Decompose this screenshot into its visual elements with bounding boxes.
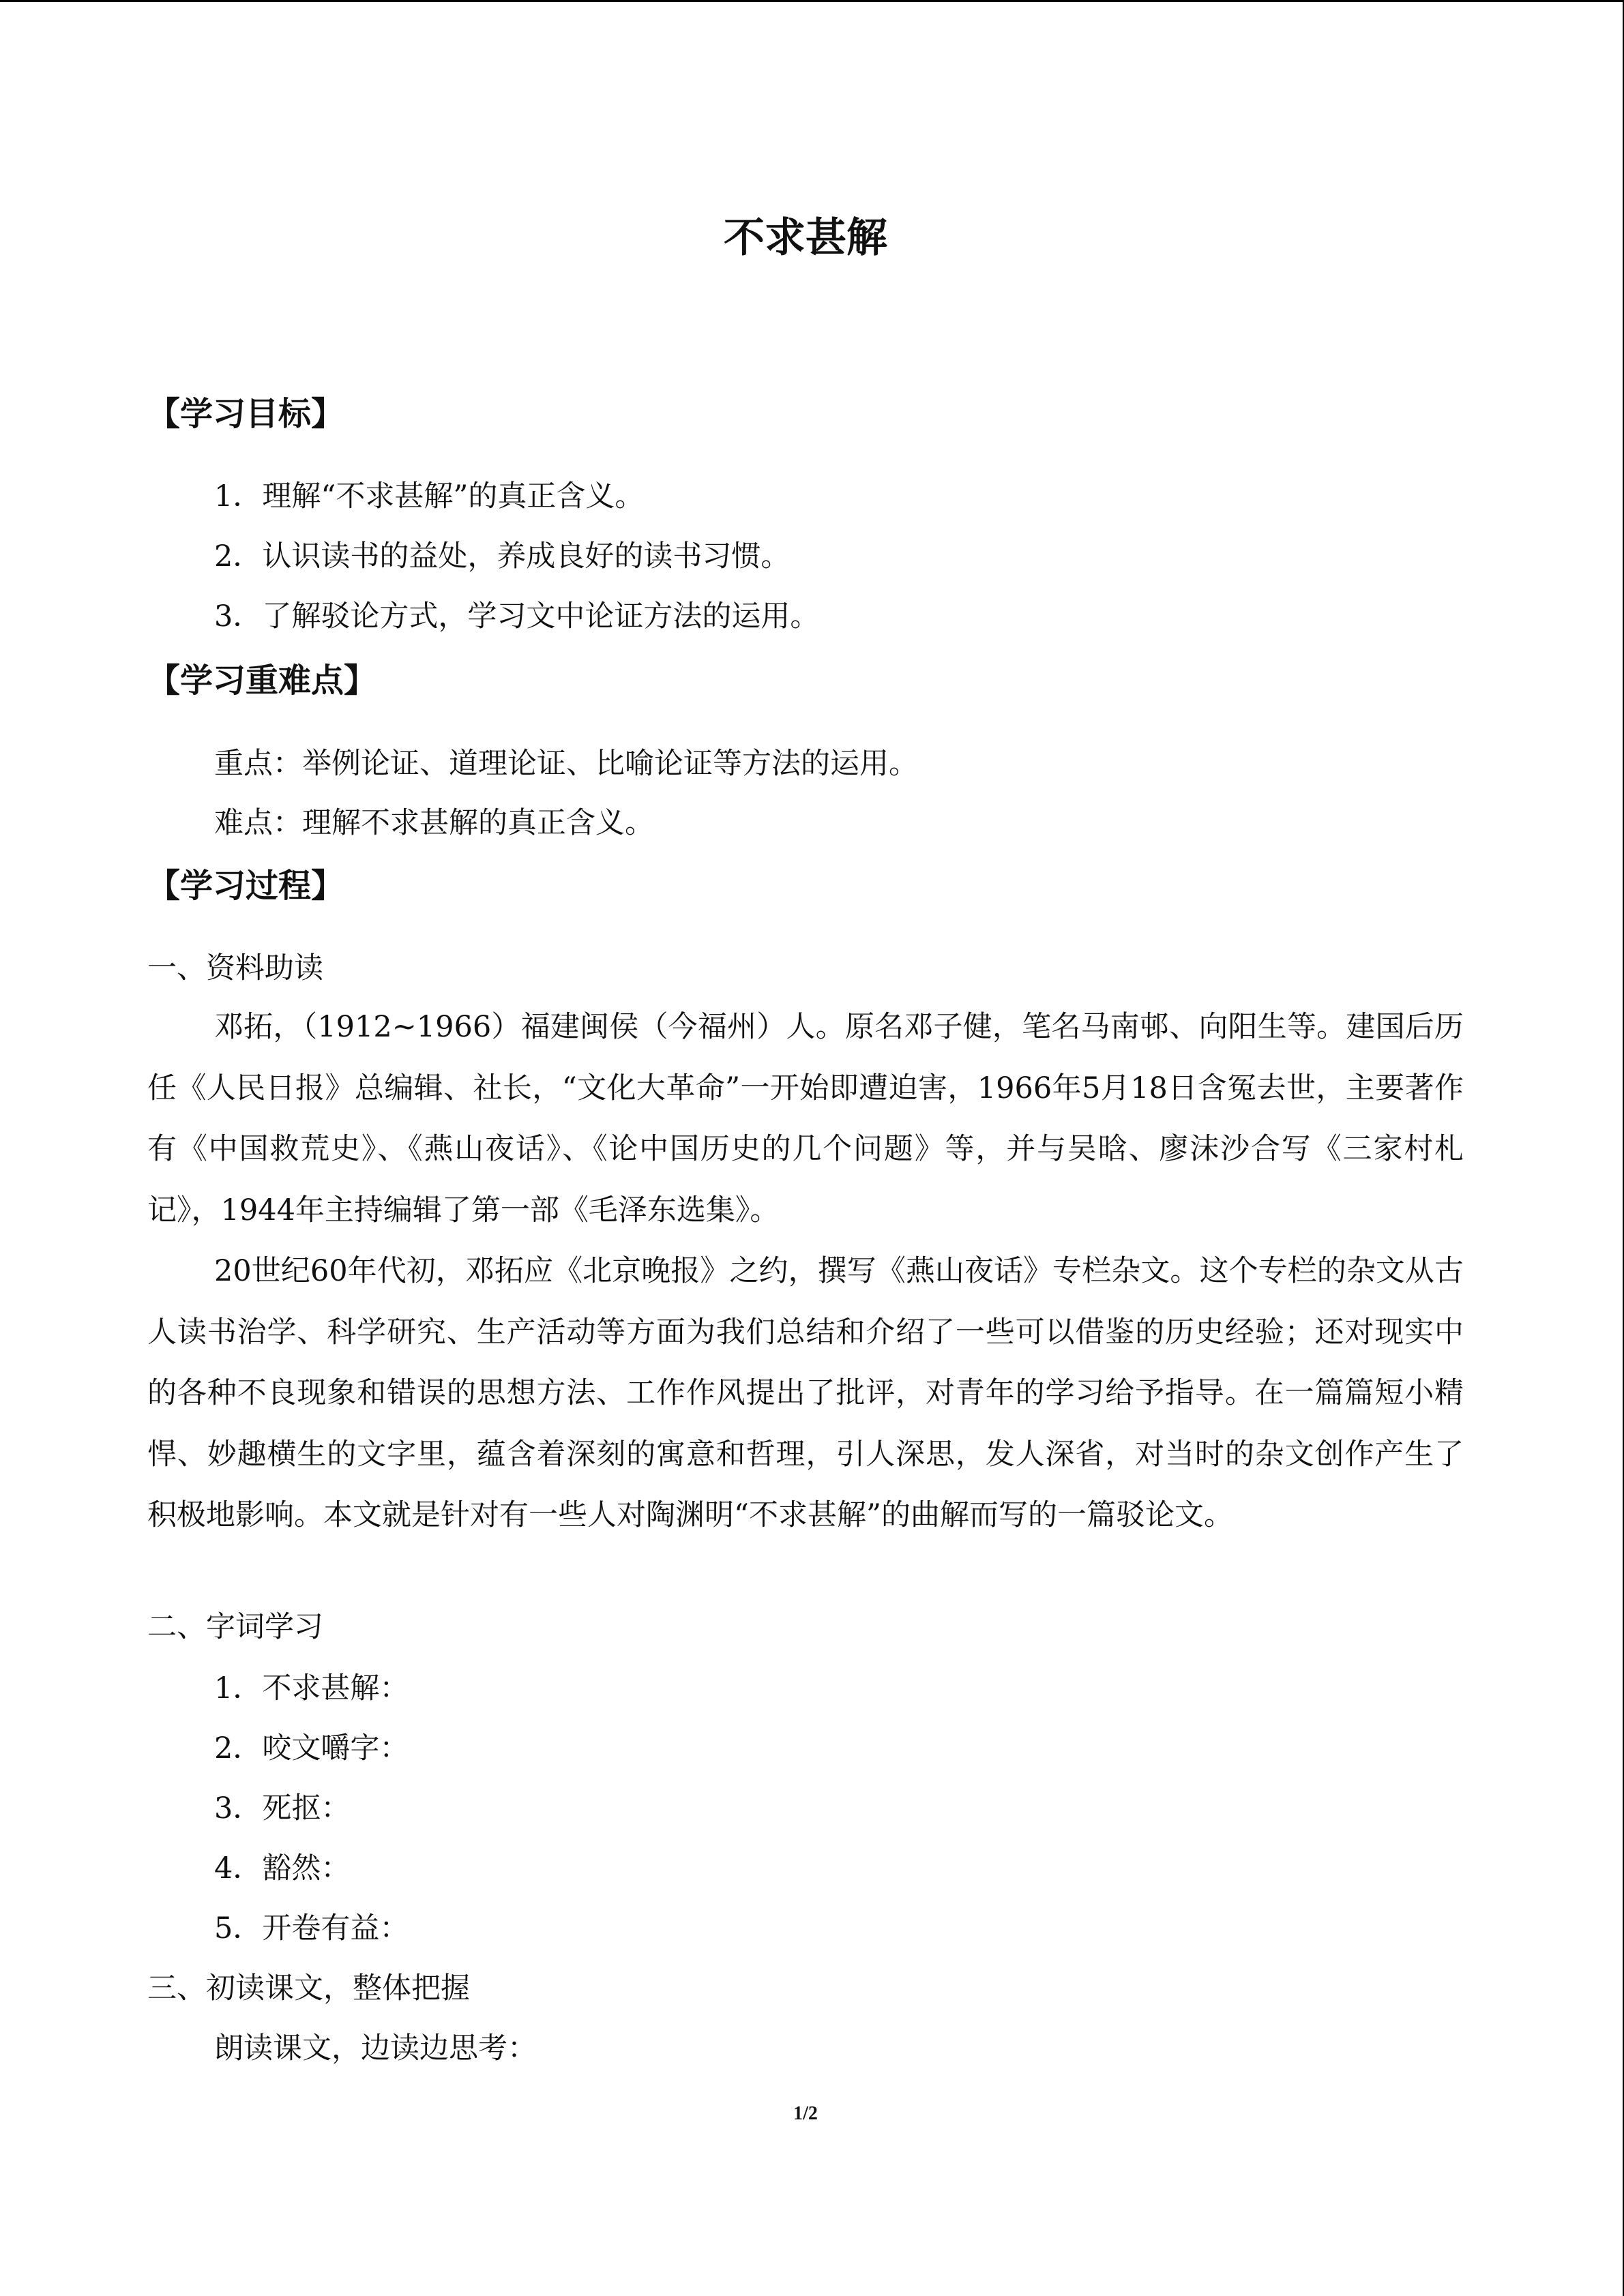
- part3-title: 三、初读课文，整体把握: [147, 1971, 470, 2006]
- key-points-heading: 【学习重难点】: [147, 661, 377, 700]
- goal-item-2: 2．认识读书的益处，养成良好的读书习惯。: [214, 539, 791, 573]
- vocab-item-2: 2．咬文嚼字：: [214, 1731, 409, 1765]
- vocab-item-5: 5．开卷有益：: [214, 1911, 409, 1945]
- part1-title: 一、资料助读: [147, 951, 323, 985]
- learning-process-heading: 【学习过程】: [147, 867, 344, 905]
- author-bio-paragraph: 邓拓，（1912~1966）福建闽侯（今福州）人。原名邓子健，笔名马南邨、向阳生等。建国后历任《人民日报》总编辑、社长，“文化大革命”一开始即遭迫害，1966年5月18日含冤去世，主要著作有《中国救荒史》、《燕山夜话》、《论中国历史的几个问题》等，并与吴晗、廖沫沙合写《三家村札记》，1944年主持编辑了第一部《毛泽东选集》。: [147, 1010, 1464, 1227]
- goal-item-1: 1．理解“不求甚解”的真正含义。: [214, 479, 645, 513]
- vocab-item-1: 1．不求甚解：: [214, 1671, 409, 1705]
- top-border-line: [0, 0, 1624, 2]
- page-title: 不求甚解: [724, 214, 887, 262]
- focus-text: 重点：举例论证、道理论证、比喻论证等方法的运用。: [214, 747, 918, 781]
- difficulty-text: 难点：理解不求甚解的真正含义。: [214, 806, 654, 840]
- learning-goals-heading: 【学习目标】: [147, 395, 344, 433]
- page-number: 1/2: [793, 2103, 818, 2124]
- vocab-item-4: 4．豁然：: [214, 1851, 351, 1885]
- part2-title: 二、字词学习: [147, 1610, 323, 1644]
- goal-item-3: 3．了解驳论方式，学习文中论证方法的运用。: [214, 599, 820, 633]
- part3-instruction: 朗读课文，边读边思考：: [214, 2031, 537, 2066]
- vocab-item-3: 3．死抠：: [214, 1791, 351, 1825]
- column-background-paragraph: 20世纪60年代初，邓拓应《北京晚报》之约，撰写《燕山夜话》专栏杂文。这个专栏的杂文从古人读书治学、科学研究、生产活动等方面为我们总结和介绍了一些可以借鉴的历史经验；还对现实中的各种不良现象和错误的思想方法、工作作风提出了批评，对青年的学习给予指导。在一篇篇短小精悍、妙趣横生的文字里，蕴含着深刻的寓意和哲理，引人深思，发人深省，对当时的杂文创作产生了积极地影响。本文就是针对有一些人对陶渊明“不求甚解”的曲解而写的一篇驳论文。: [147, 1254, 1464, 1532]
